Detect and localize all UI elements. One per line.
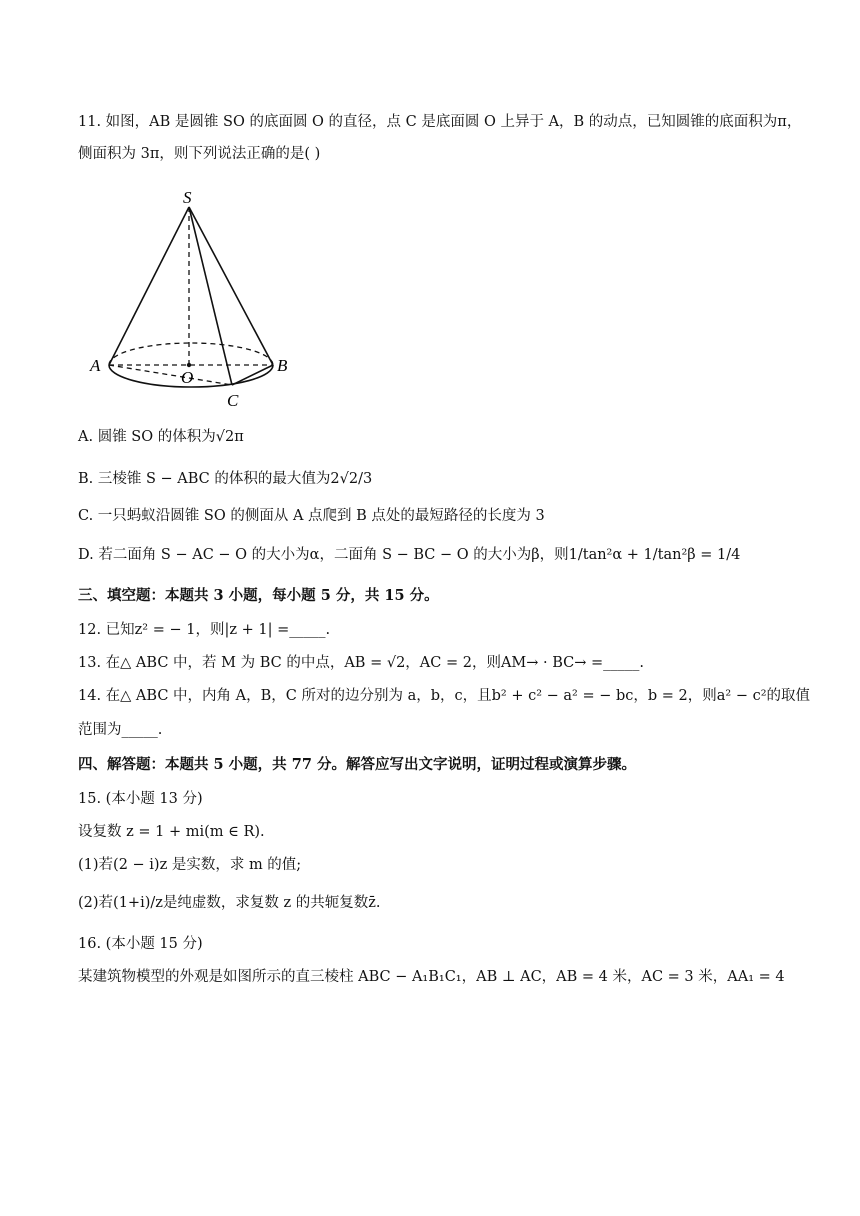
q11-stem-line1: 11. 如图，AB 是圆锥 SO 的底面圆 O 的直径，点 C 是底面圆 O 上异于 A，B 的动点，已知圆锥的底面积为π， <box>78 114 802 130</box>
q13: 13. 在△ ABC 中，若 M 为 BC 的中点，AB = √2，AC = 2，则AM→ · BC→ =_____. <box>78 655 645 671</box>
label-O: O <box>181 368 194 387</box>
label-C: C <box>227 391 239 410</box>
q12: 12. 已知z² = − 1，则|z + 1| =_____. <box>78 622 331 638</box>
q15-part1: (1)若(2 − i)z 是实数，求 m 的值; <box>78 857 302 873</box>
edge-SC <box>189 207 232 385</box>
q14-line1: 14. 在△ ABC 中，内角 A，B，C 所对的边分别为 a，b，c，且b² + c² − a² = − bc，b = 2，则a² − c²的取值 <box>78 688 811 704</box>
q16-title: 16. (本小题 15 分) <box>78 936 203 952</box>
q14-line2: 范围为_____. <box>78 722 163 738</box>
section3-heading: 三、填空题：本题共 3 小题，每小题 5 分，共 15 分。 <box>78 587 439 604</box>
label-A: A <box>90 356 101 375</box>
label-S: S <box>183 188 192 207</box>
q11-option-d: D. 若二面角 S − AC − O 的大小为α，二面角 S − BC − O 的大小为β，则1/tan²α + 1/tan²β = 1/4 <box>78 547 741 563</box>
q11-option-c: C. 一只蚂蚁沿圆锥 SO 的侧面从 A 点爬到 B 点处的最短路径的长度为 3 <box>78 508 545 524</box>
q11-stem-line2: 侧面积为 3π，则下列说法正确的是( ) <box>78 146 321 162</box>
q15-part2: (2)若(1+i)/z是纯虚数，求复数 z 的共轭复数z̄. <box>78 895 381 911</box>
section4-heading: 四、解答题：本题共 5 小题，共 77 分。解答应写出文字说明，证明过程或演算步骤。 <box>78 756 636 773</box>
chord-AC <box>109 365 232 385</box>
q15-title: 15. (本小题 13 分) <box>78 791 203 807</box>
base-back-arc <box>109 343 273 365</box>
center-point <box>187 363 191 367</box>
q15-stem: 设复数 z = 1 + mi(m ∈ R). <box>78 824 265 840</box>
cone-figure <box>84 185 304 415</box>
edge-SB <box>189 207 273 365</box>
edge-SA <box>109 207 189 365</box>
q11-option-b: B. 三棱锥 S − ABC 的体积的最大值为2√2/3 <box>78 471 373 487</box>
label-B: B <box>277 356 288 375</box>
chord-BC <box>232 365 273 385</box>
q11-option-a: A. 圆锥 SO 的体积为√2π <box>78 429 244 445</box>
q16-stem: 某建筑物模型的外观是如图所示的直三棱柱 ABC − A₁B₁C₁，AB ⊥ AC，AB = 4 米，AC = 3 米，AA₁ = 4 <box>78 969 785 985</box>
